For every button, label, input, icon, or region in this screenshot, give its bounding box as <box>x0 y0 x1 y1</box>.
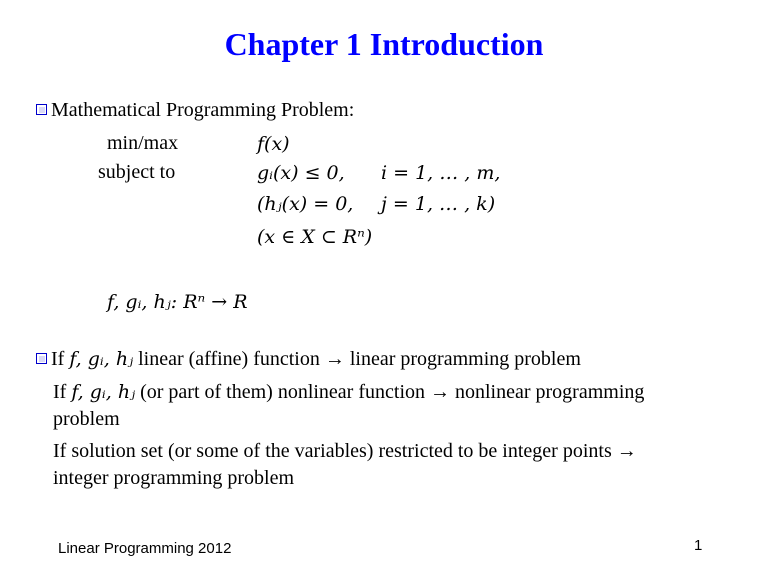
function-list: f, gᵢ, hⱼ <box>71 381 136 403</box>
set-constraint: (x ∈ X ⊂ Rⁿ) <box>257 226 373 248</box>
bullet-text: Mathematical Programming Problem: <box>51 99 355 121</box>
inequality-index: i = 1, … , m, <box>381 162 501 184</box>
slide-title: Chapter 1 Introduction <box>224 26 544 62</box>
objective-expression: f(x) <box>257 133 290 155</box>
constraint-label: subject to <box>98 161 176 183</box>
bullet-mathematical-programming <box>36 99 354 122</box>
bullet-text: linear (affine) function → linear programming problem <box>138 348 581 370</box>
function-list: f, gᵢ, hⱼ <box>69 348 134 370</box>
nonlinear-text: (or part of them) nonlinear function → nonlinear programming <box>140 381 645 403</box>
bullet-box-icon <box>36 104 47 115</box>
integer-line-continued: integer programming problem <box>53 467 295 489</box>
integer-line: If solution set (or some of the variables) restricted to be integer points → <box>53 440 637 462</box>
nonlinear-if: If <box>53 381 67 403</box>
function-mapping: f, gᵢ, hⱼ: Rⁿ → R <box>107 291 248 313</box>
footer-course-title: Linear Programming 2012 <box>58 540 232 557</box>
inequality-constraint: gᵢ(x) ≤ 0, <box>257 162 345 184</box>
bullet-box-icon <box>36 353 47 364</box>
nonlinear-line <box>53 381 644 404</box>
nonlinear-line-continued: problem <box>53 408 120 430</box>
bullet-if: If <box>51 348 65 370</box>
bullet-linear-programming <box>36 348 581 371</box>
page-number: 1 <box>694 537 703 554</box>
equality-index: j = 1, … , k) <box>381 193 496 215</box>
objective-label: min/max <box>107 132 179 154</box>
equality-constraint: (hⱼ(x) = 0, <box>257 193 354 215</box>
